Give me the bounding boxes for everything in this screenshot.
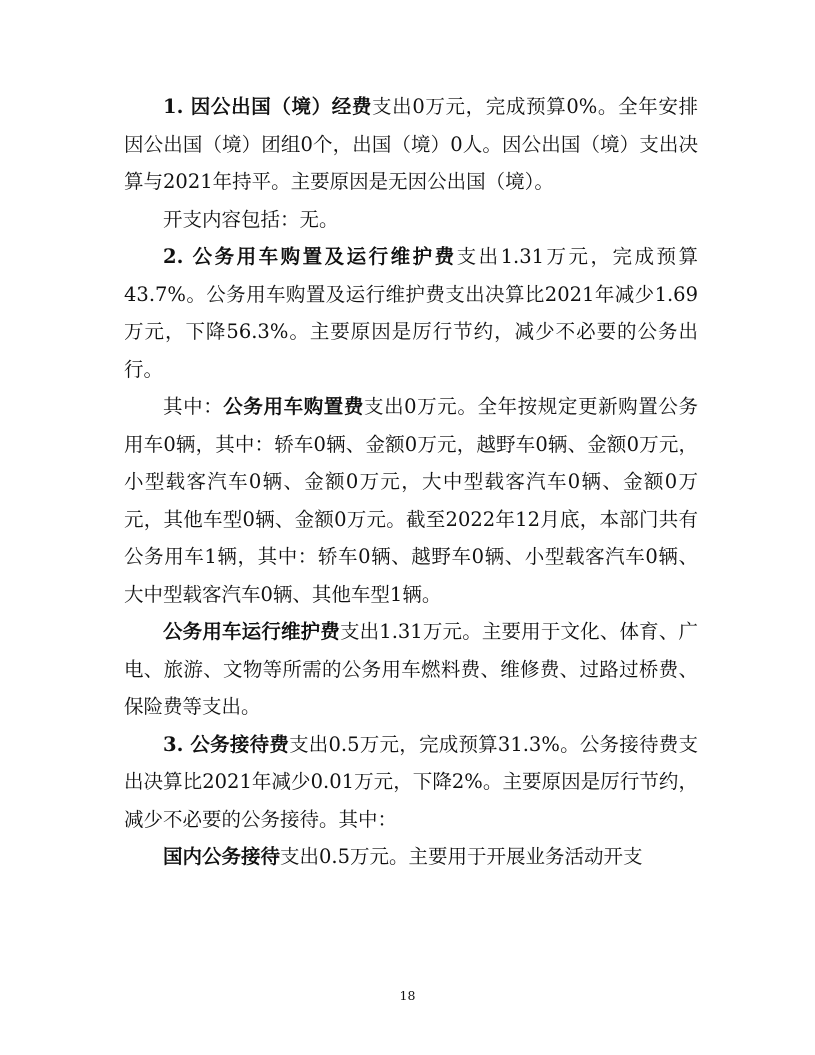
paragraph-5-text: 支出1.31万元。主要用于文化、体育、广电、旅游、文物等所需的公务用车燃料费、维修费、过路过桥费、保险费等支出。 [124, 620, 698, 718]
paragraph-6 [124, 726, 698, 839]
paragraph-6-bold-lead: 3. 公务接待费 [163, 732, 290, 756]
paragraph-4-text: 支出0万元。全年按规定更新购置公务用车0辆，其中：轿车0辆、金额0万元，越野车0辆、金额0万元，小型载客汽车0辆、金额0万元，大中型载客汽车0辆、金额0万元，其他车型0辆、金额0万元。截至2022年12月底，本部门共有公务用车1辆，其中：轿车0辆、越野车0辆、小型载客汽车0辆、大中型载客汽车0辆、其他车型1辆。 [124, 395, 698, 606]
paragraph-3 [124, 238, 698, 388]
paragraph-5-bold-lead: 公务用车运行维护费 [163, 620, 340, 643]
paragraph-3-bold-lead: 2. 公务用车购置及运行维护费 [163, 245, 457, 268]
paragraph-7-text: 支出0.5万元。主要用于开展业务活动开支 [280, 845, 643, 868]
paragraph-5 [124, 613, 698, 726]
paragraph-1-bold-lead: 1. 因公出国（境）经费 [163, 95, 373, 118]
paragraph-2 [124, 201, 698, 239]
document-body [124, 88, 698, 876]
paragraph-7 [124, 838, 698, 876]
paragraph-4-prefix: 其中： [163, 395, 224, 418]
paragraph-6-text: 支出0.5万元，完成预算31.3%。公务接待费支出决算比2021年减少0.01万元，下降2%。主要原因是厉行节约，减少不必要的公务接待。其中： [124, 732, 698, 831]
paragraph-1 [124, 88, 698, 201]
paragraph-1-text: 支出0万元，完成预算0%。全年安排因公出国（境）团组0个，出国（境）0人。因公出国（境）支出决算与2021年持平。主要原因是无因公出国（境）。 [124, 95, 698, 193]
paragraph-4-bold-lead: 公务用车购置费 [223, 395, 364, 418]
paragraph-7-bold-lead: 国内公务接待 [163, 845, 281, 868]
paragraph-4 [124, 388, 698, 613]
page-number: 18 [399, 988, 416, 1003]
paragraph-3-text: 支出1.31万元，完成预算43.7%。公务用车购置及运行维护费支出决算比2021年减少1.69万元，下降56.3%。主要原因是厉行节约，减少不必要的公务出行。 [124, 245, 698, 381]
paragraph-2-text: 开支内容包括：无。 [163, 207, 339, 231]
